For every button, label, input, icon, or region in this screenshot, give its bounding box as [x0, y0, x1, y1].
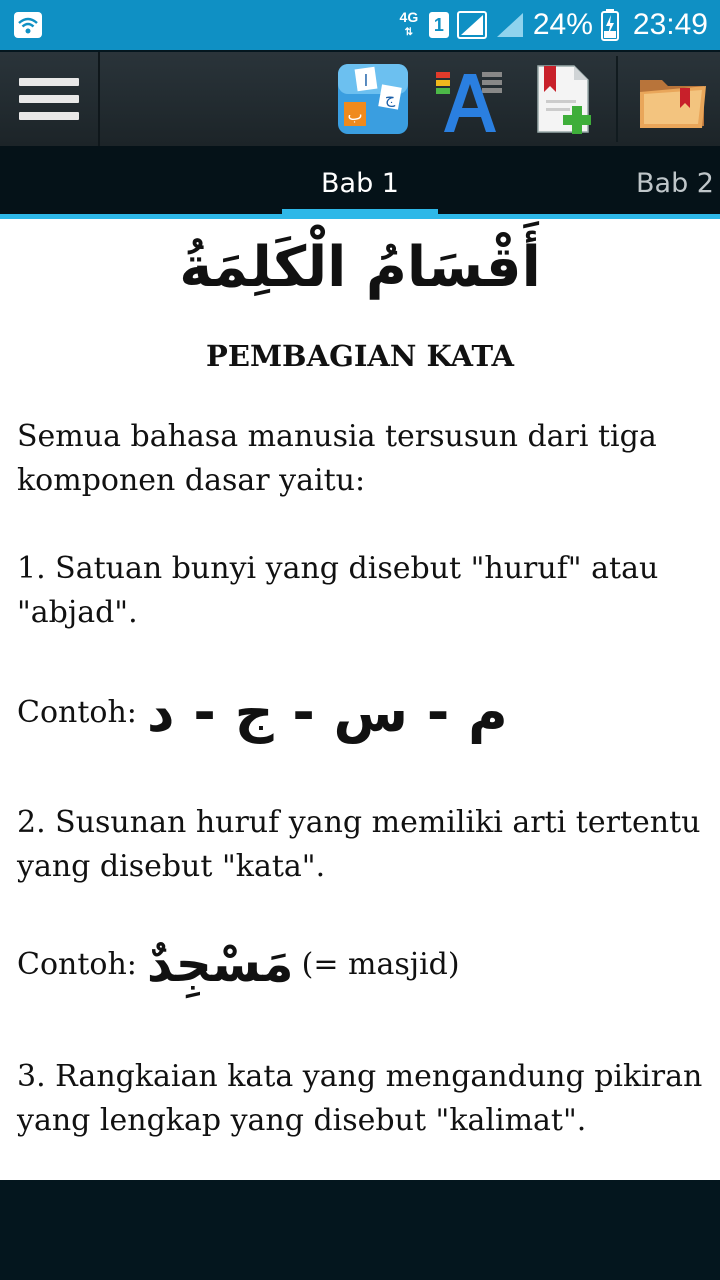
wifi-icon: [14, 12, 42, 38]
font-size-icon[interactable]: [434, 62, 508, 136]
point-3: 3. Rangkaian kata yang mengandung pikiran yang lengkap yang disebut "kalimat".: [17, 1059, 703, 1138]
arabic-title: أَقْسَامُ الْكَلِمَةُ: [179, 235, 541, 300]
toolbar-divider: [616, 56, 618, 142]
navigation-bar: [0, 1180, 720, 1280]
toolbar: [0, 52, 720, 146]
status-bar: [0, 0, 720, 50]
sim-indicator: 1: [429, 12, 449, 38]
tab-bar: [0, 146, 720, 218]
point-1: 1. Satuan bunyi yang disebut "huruf" atau "abjad".: [17, 551, 659, 630]
example-label: Contoh:: [17, 695, 137, 730]
section-heading: PEMBAGIAN KATA: [206, 339, 514, 373]
arabic-word: مَسْجِدٌ: [146, 935, 294, 993]
tab-bab-1[interactable]: Bab 1: [321, 168, 399, 199]
svg-text:ا: ا: [363, 71, 369, 90]
signal-icon: [457, 11, 487, 39]
battery-charging-icon: [601, 9, 619, 41]
example-2: [17, 935, 460, 993]
bookmarks-folder-icon[interactable]: [636, 62, 710, 136]
signal-icon-2: [495, 11, 525, 39]
hamburger-menu-icon: [19, 69, 79, 129]
network-type: 4G ⇅: [399, 9, 419, 38]
add-bookmark-icon[interactable]: [530, 62, 604, 136]
menu-button[interactable]: [0, 52, 100, 146]
intro-paragraph: Semua bahasa manusia tersusun dari tiga komponen dasar yaitu:: [17, 419, 657, 498]
battery-percent: 24%: [532, 8, 593, 41]
tab-bab-2[interactable]: Bab 2: [636, 168, 714, 199]
point-2: 2. Susunan huruf yang memiliki arti tertentu yang disebut "kata".: [17, 805, 701, 884]
arabic-alphabet-icon[interactable]: [336, 62, 410, 136]
svg-text:ج: ج: [384, 88, 396, 107]
clock: 23:49: [632, 8, 708, 41]
example-1: [17, 681, 508, 744]
svg-text:ب: ب: [347, 105, 363, 124]
example-label: Contoh:: [17, 946, 137, 982]
example-meaning: (= masjid): [301, 946, 460, 982]
arabic-letters: م - س - ج - د: [146, 681, 508, 744]
chapter-content[interactable]: [0, 219, 720, 1180]
